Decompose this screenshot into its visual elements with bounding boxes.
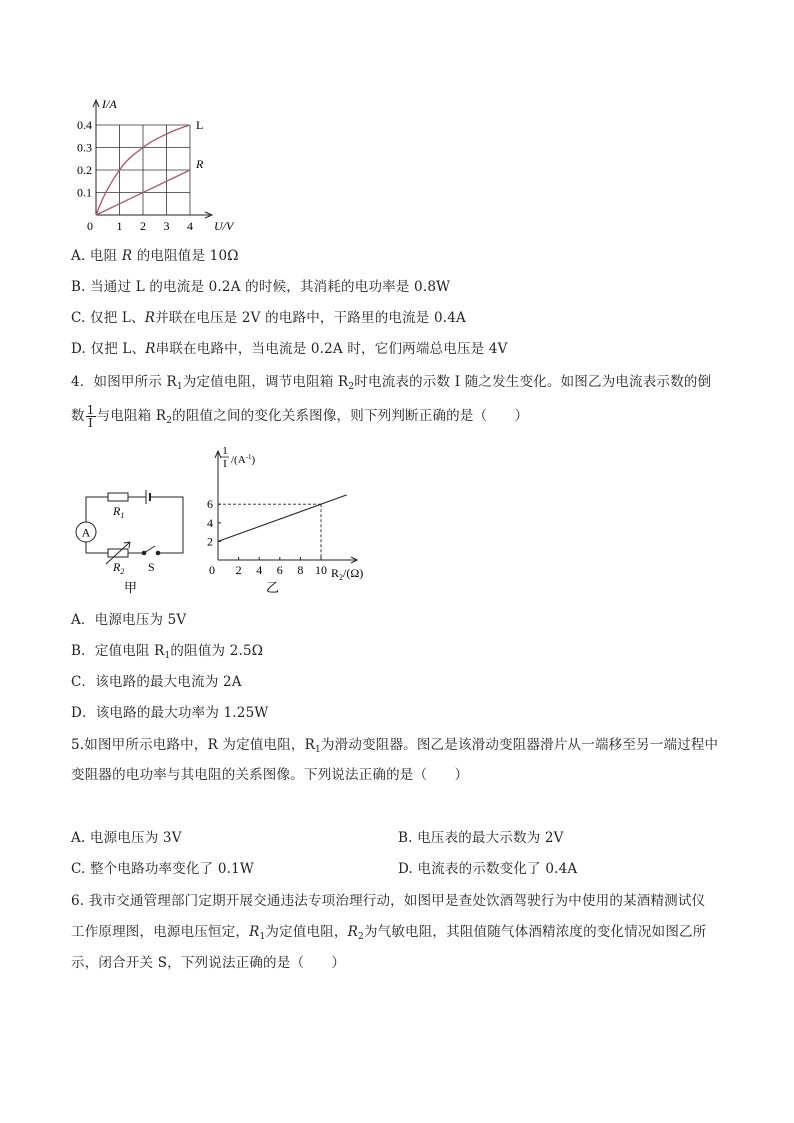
y-tick-label: 0.4 [77,118,92,132]
q4-option-d: D．该电路的最大功率为 1.25W [71,705,269,721]
x-tick-label: 4 [256,563,263,577]
x-tick-label: 0 [209,563,215,577]
r1-label: $R_1$ [113,504,125,520]
ammeter-label: A [81,525,91,540]
svg-text:/(A-1): $/(A^{-1})$ [231,453,256,466]
y-tick-label: 0.2 [77,163,92,177]
circuit-diagram-jia [70,480,195,595]
svg-text:I: I [223,458,227,470]
x-tick-label: 2 [140,219,146,233]
x-tick-label: 8 [297,563,304,577]
x-tick-label: 1 [116,219,123,233]
y-tick-label: 0.3 [77,140,92,155]
y-tick-label: 0.1 [77,185,92,200]
wire-right [150,497,183,553]
inverse-current-y-label [221,445,256,470]
y-tick-label: 6 [207,497,213,512]
q4-option-a: A．电源电压为 5V [71,612,187,628]
curve-l-label: L [196,118,204,132]
line-r-label: R [196,157,204,171]
inverse-current-line [218,495,347,542]
q4-option-c: C．该电路的最大电流为 2A [71,674,242,690]
r2-label: $R_2$ [113,560,125,576]
iu-graph-grid [96,125,190,215]
q3-option-c: C. 仅把 L、R并联在电压是 2V 的电路中，干路里的电流是 0.4A [71,310,467,326]
iu-graph [66,96,236,236]
y-tick-label: 4 [207,515,213,530]
q5-stem-line-1: 5.如图甲所示电路中，R 为定值电阻，$R_1$为滑动变阻器。图乙是该滑动变阻器滑片从一端移至另一端过程中 [71,737,719,755]
q4-stem-line-2: 数 $\frac{1}{I}$ 与电阻箱 $R_2$的阻值之间的变化关系图像，则下列判断正确的是（ ） [71,403,529,430]
iu-graph-y-axis-label: I/A [102,97,117,111]
iu-graph-axes [93,100,212,218]
one-over-i-fraction: $\frac{1}{I}$ [86,403,95,430]
q6-stem-line-3: 示，闭合开关 S，下列说法正确的是（ ） [71,955,346,971]
x-tick-label: 6 [276,563,283,577]
svg-text:1: 1 [222,445,228,457]
q5-option-a: A. 电源电压为 3V [71,830,182,846]
q3-option-a: A. 电阻 R 的电阻值是 10Ω [71,248,239,264]
y-tick-label: 2 [207,534,213,549]
q4-option-b: B．定值电阻 $R_1$的阻值为 2.5Ω [71,643,264,661]
switch-blade [144,546,155,553]
x-tick-label: 0 [87,219,93,233]
x-tick-label: 4 [187,219,193,233]
q5-stem-line-2: 变阻器的电功率与其电阻的关系图像。下列说法正确的是（ ） [71,767,469,783]
wire-bottom-left [86,542,108,553]
x-tick-label: 3 [163,219,170,233]
resistor-r1 [108,493,128,501]
q6-stem-line-1: 6. 我市交通管理部门定期开展交通违法专项治理行动，如图甲是查处饮酒驾驶行为中使用的某酒精测试仪 [71,893,706,909]
q5-option-c: C. 整个电路功率变化了 0.1W [71,861,254,877]
iu-graph-x-axis-label: U/V [214,219,234,233]
inverse-current-graph [196,440,396,600]
x-tick-label: 10 [315,563,327,577]
q3-option-d: D. 仅把 L、R串联在电路中，当电流是 0.2A 时，它们两端总电压是 4V [71,341,508,357]
x-tick-label: 2 [235,563,242,577]
q4-stem-line-1: 4．如图甲所示 $R_1$为定值电阻，调节电阻箱 $R_2$时电流表的示数 I 随之发生变化。如图乙为电流表示数的倒 [71,374,712,392]
inverse-current-graph-axes [215,451,357,563]
q5-option-d: D. 电流表的示数变化了 0.4A [398,861,578,877]
q3-option-b: B. 当通过 L 的电流是 0.2A 的时候，其消耗的电功率是 0.8W [71,279,451,295]
q6-stem-line-2: 工作原理图，电源电压恒定，$R_1$为定值电阻，$R_2$为气敏电阻，其阻值随气体酒精浓度的变化情况如图乙所 [71,924,707,942]
switch-contact-right [156,551,160,555]
inverse-current-x-label: $R_2/(\Omega)$ [331,566,364,582]
q5-option-b: B. 电压表的最大示数为 2V [398,830,564,846]
switch-label: S [148,560,155,574]
graph-caption-yi: 乙 [266,580,280,595]
circuit-caption-jia: 甲 [124,580,138,595]
